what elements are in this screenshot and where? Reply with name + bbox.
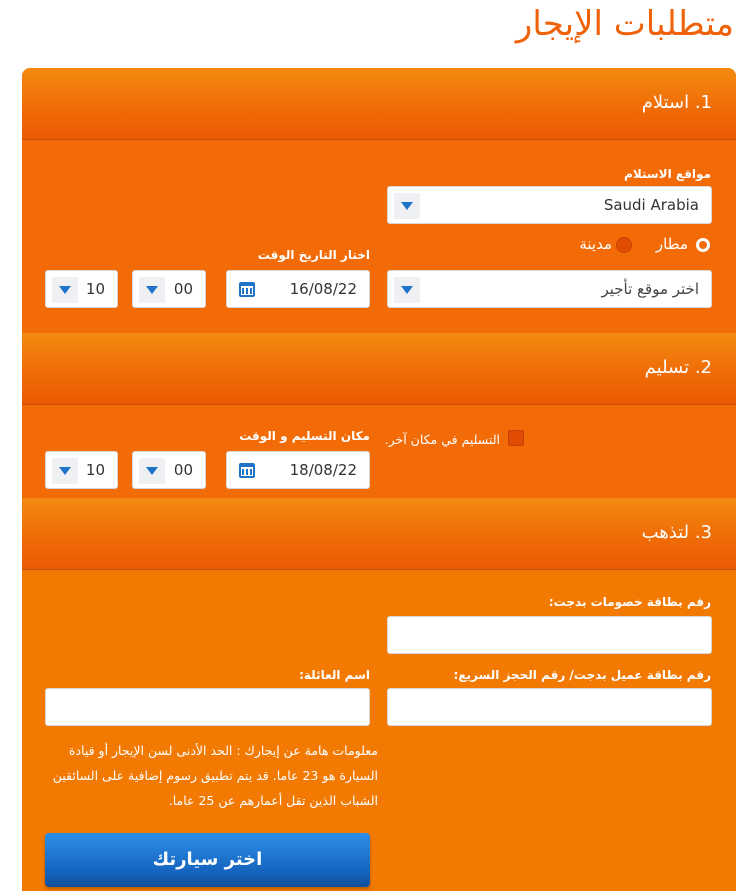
country-select-value: Saudi Arabia: [603, 196, 699, 214]
pickup-location-placeholder: اختر موقع تأجير: [601, 280, 699, 298]
discount-card-input[interactable]: [387, 616, 712, 654]
dropoff-section-header[interactable]: [22, 333, 736, 405]
discount-card-label: رقم بطاقة خصومات بدجت:: [548, 595, 711, 609]
page-title: متطلبات الإيجار: [515, 4, 734, 44]
surname-label: اسم العائلة:: [299, 668, 370, 682]
dropoff-hour-select[interactable]: [45, 451, 118, 489]
pickup-section-body: [22, 140, 736, 333]
chevron-down-icon: [52, 277, 78, 303]
country-select[interactable]: [387, 186, 712, 224]
dropoff-place-time-label: مكان التسليم و الوقت: [239, 429, 370, 443]
chevron-down-icon: [52, 458, 78, 484]
dropoff-minute-select[interactable]: [132, 451, 206, 489]
surname-input[interactable]: [45, 688, 370, 726]
pickup-section-header[interactable]: [22, 68, 736, 140]
radio-city[interactable]: [616, 237, 632, 253]
pickup-minute-value: 00: [173, 280, 193, 298]
rental-form-panel: [22, 68, 736, 891]
other-location-checkbox[interactable]: [508, 430, 524, 446]
chevron-down-icon: [139, 458, 165, 484]
radio-airport[interactable]: [696, 238, 710, 252]
dropoff-date-input[interactable]: [226, 451, 370, 489]
pickup-datetime-label: اختار التاريخ الوقت: [257, 248, 370, 262]
pickup-location-select[interactable]: [387, 270, 712, 308]
radio-airport-label: مطار: [655, 235, 688, 253]
customer-card-label: رقم بطاقة عميل بدجت/ رقم الحجز السريع:: [453, 668, 711, 682]
dropoff-hour-value: 10: [85, 461, 105, 479]
dropoff-minute-value: 00: [173, 461, 193, 479]
dropoff-section-title: 2. تسليم: [644, 357, 712, 378]
chevron-down-icon: [394, 193, 420, 219]
pickup-date-input[interactable]: [226, 270, 370, 308]
radio-city-label: مدينة: [579, 235, 612, 253]
dropoff-section-body: [22, 405, 736, 498]
other-location-label: التسليم في مكان آخر.: [384, 432, 500, 447]
pickup-hour-select[interactable]: [45, 270, 118, 308]
rental-notice: معلومات هامة عن إيجارك : الحد الأدنى لسن الإيجار أو قيادة السيارة هو 23 عاما. قد يتم تطبيق رسوم إضافية على السائقين الشباب الذين تقل أعمارهم عن 25 عاما.: [52, 743, 378, 808]
pickup-date-value: 16/08/22: [289, 280, 357, 298]
pickup-minute-select[interactable]: [132, 270, 206, 308]
customer-card-input[interactable]: [387, 688, 712, 726]
pickup-section-title: 1. استلام: [641, 92, 712, 113]
calendar-icon[interactable]: [239, 282, 255, 297]
dropoff-date-value: 18/08/22: [289, 461, 357, 479]
calendar-icon[interactable]: [239, 463, 255, 478]
pickup-locations-label: مواقع الاستلام: [624, 167, 711, 181]
choose-car-button[interactable]: اختر سيارتك: [45, 833, 370, 887]
go-section-title: 3. لتذهب: [641, 522, 712, 543]
go-section-header[interactable]: [22, 498, 736, 570]
pickup-hour-value: 10: [85, 280, 105, 298]
chevron-down-icon: [139, 277, 165, 303]
chevron-down-icon: [394, 277, 420, 303]
